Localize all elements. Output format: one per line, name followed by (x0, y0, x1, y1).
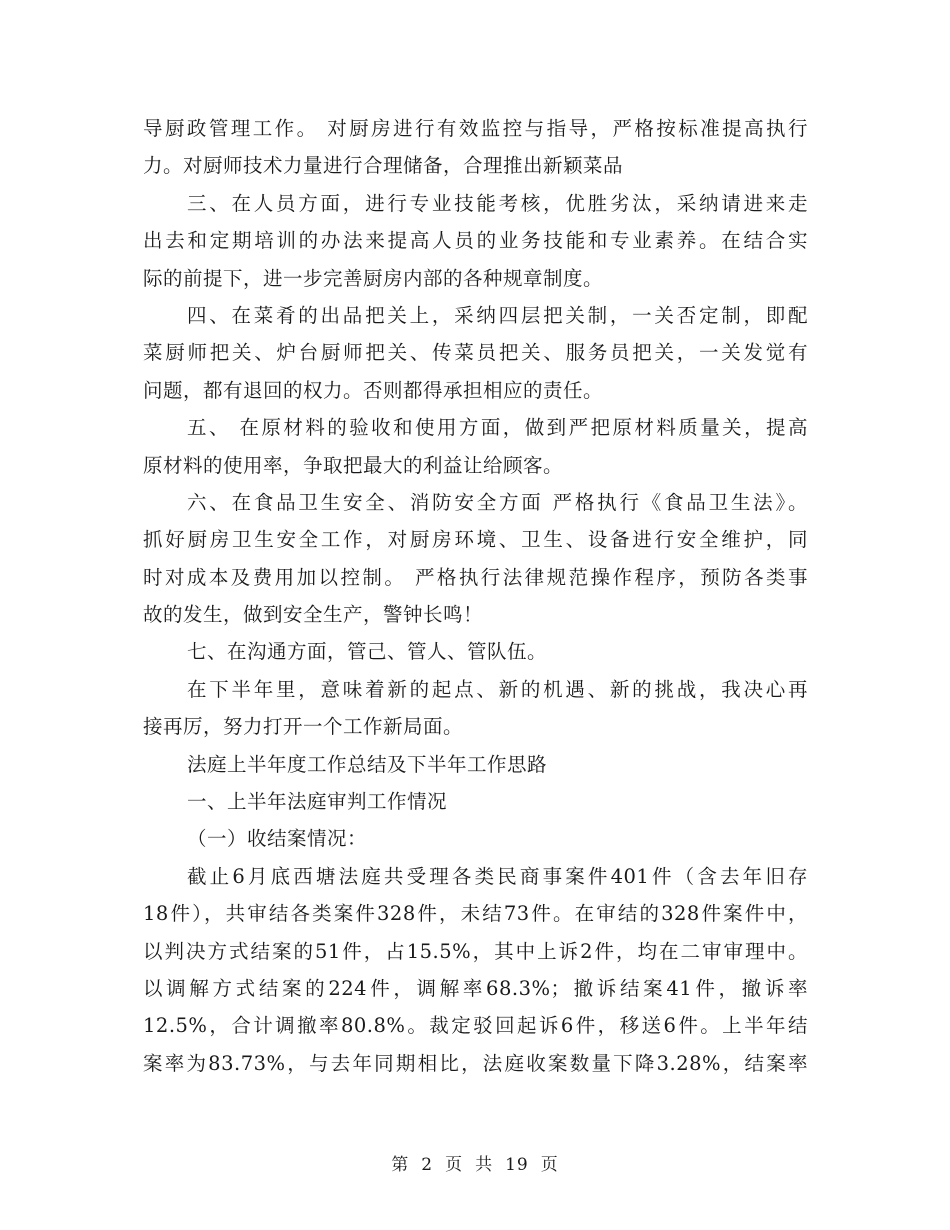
text-line: 18件），共审结各类案件328件，未结73件。在审结的328件案件中， (143, 902, 808, 926)
text-line: 际的前提下，进一步完善厨房内部的各种规章制度。 (143, 266, 604, 290)
text-line: 时对成本及费用加以控制。 严格执行法律规范操作程序，预防各类事 (143, 565, 808, 589)
text-line: 五、 在原材料的验收和使用方面，做到严把原材料质量关，提高 (187, 416, 808, 440)
text-line: 法庭上半年度工作总结及下半年工作思路 (187, 752, 548, 776)
text-line: 故的发生，做到安全生产，警钟长鸣！ (143, 603, 484, 627)
page-footer (0, 1150, 950, 1175)
text-line: 一、上半年法庭审判工作情况 (187, 790, 448, 814)
footer-page-label: 第 (391, 1155, 410, 1175)
text-line: 力。对厨师技术力量进行合理储备，合理推出新颖菜品 (143, 154, 624, 178)
text-line: 截止6月底西塘法庭共受理各类民商事案件401件（含去年旧存 (187, 864, 808, 888)
footer-page-unit: 页 (445, 1155, 464, 1175)
footer-total-unit: 页 (540, 1155, 559, 1175)
text-line: 导厨政管理工作。 对厨房进行有效监控与指导，严格按标准提高执行 (143, 117, 808, 140)
footer-total-label: 共 (475, 1155, 494, 1175)
text-line: 出去和定期培训的办法来提高人员的业务技能和专业素养。在结合实 (143, 229, 808, 253)
text-line: 四、在菜肴的出品把关上，采纳四层把关制，一关否定制，即配 (187, 303, 808, 327)
text-line: 以调解方式结案的224件，调解率68.3%；撤诉结案41件，撤诉率 (143, 976, 808, 1000)
text-line: （一）收结案情况： (187, 827, 368, 851)
text-line: 问题，都有退回的权力。否则都得承担相应的责任。 (143, 378, 604, 402)
footer-total-pages: 19 (505, 1155, 529, 1175)
text-line: 七、在沟通方面，管己、管人、管队伍。 (187, 640, 548, 664)
text-line: 以判决方式结案的51件，占15.5%，其中上诉2件，均在二审审理中。 (143, 939, 808, 963)
footer-page-number: 2 (421, 1155, 434, 1175)
text-line: 在下半年里，意味着新的起点、新的机遇、新的挑战，我决心再 (187, 677, 808, 701)
text-line: 接再厉，努力打开一个工作新局面。 (143, 715, 464, 739)
text-line: 三、在人员方面，进行专业技能考核，优胜劣汰，采纳请进来走 (187, 191, 808, 215)
text-line: 菜厨师把关、炉台厨师把关、传菜员把关、服务员把关，一关发觉有 (143, 341, 808, 365)
document-body (143, 110, 808, 1082)
text-line: 抓好厨房卫生安全工作，对厨房环境、卫生、设备进行安全维护，同 (143, 528, 808, 552)
text-line: 原材料的使用率，争取把最大的利益让给顾客。 (143, 453, 564, 477)
text-line: 12.5%，合计调撤率80.8%。裁定驳回起诉6件，移送6件。上半年结 (143, 1014, 808, 1038)
text-line: 六、在食品卫生安全、消防安全方面 严格执行《食品卫生法》。 (187, 490, 808, 514)
text-line: 案率为83.73%，与去年同期相比，法庭收案数量下降3.28%，结案率 (143, 1051, 808, 1075)
